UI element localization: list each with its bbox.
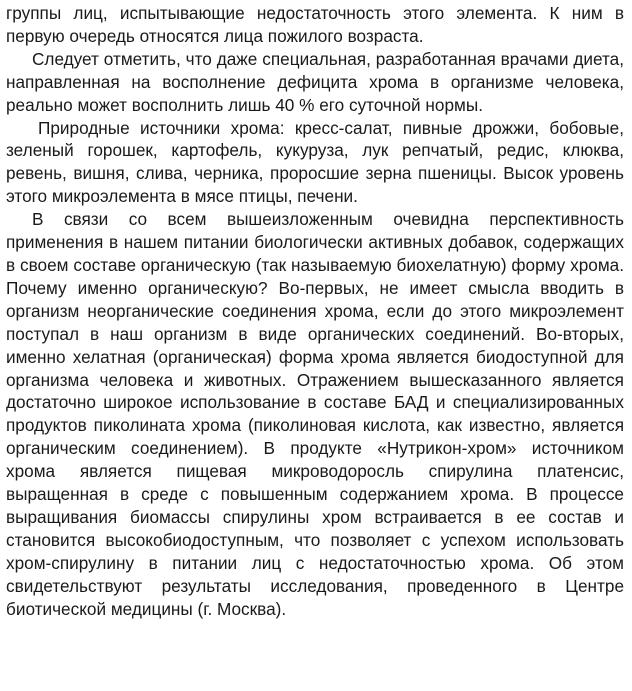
paragraph-natural-sources: Природные источники хрома: кресс-салат, пивные дрожжи, бобовые, зеленый горошек, картофель, кукуруза, лук репчатый, редис, клюква, ревень, вишня, слива, черника, проросшие зерна пшеницы. Высок уровень этого микроэлемента в мясе птицы, печени.: [6, 117, 624, 207]
paragraph-continuation: группы лиц, испытывающие недостаточность этого элемента. К ним в первую очередь относятся лица пожилого возраста.: [6, 3, 624, 46]
document-page: [6, 2, 624, 620]
paragraph-diet-note: Следует отметить, что даже специальная, разработанная врачами диета, направленная на восполнение дефицита хрома в организме человека, реально может восполнить лишь 40 % его суточной нормы.: [6, 48, 624, 115]
paragraph-organic-chromium: В связи со всем вышеизложенным очевидна перспективность применения в нашем питании биологически активных добавок, содержащих в своем составе органическую (так называемую биохелатную) форму хрома. Почему именно органическую? Во-первых, не имеет смысла вводить в организм неорганические соединения хрома, если до этого микроэлемент поступал в наш организм в виде органических соединений. Во-вторых, именно хелатная (органическая) форма хрома является биодоступной для организма человека и животных. Отражением вышесказанного является достаточно широкое использование в составе БАД и специализированных продуктов пиколината хрома (пиколиновая кислота, как известно, является органическим соединением). В продукте «Нутрикон-хром» источником хрома является пищевая микроводоросль спирулина платенсис, выращенная в среде с повышенным содержанием хрома. В процессе выращивания биомассы спирулины хром встраивается в ее состав и становится высокобиодоступным, что позволяет с успехом использовать хром-спирулину в питании лиц с недостаточностью хрома. Об этом свидетельствуют результаты исследования, проведенного в Центре биотической медицины (г. Москва).: [6, 209, 624, 619]
